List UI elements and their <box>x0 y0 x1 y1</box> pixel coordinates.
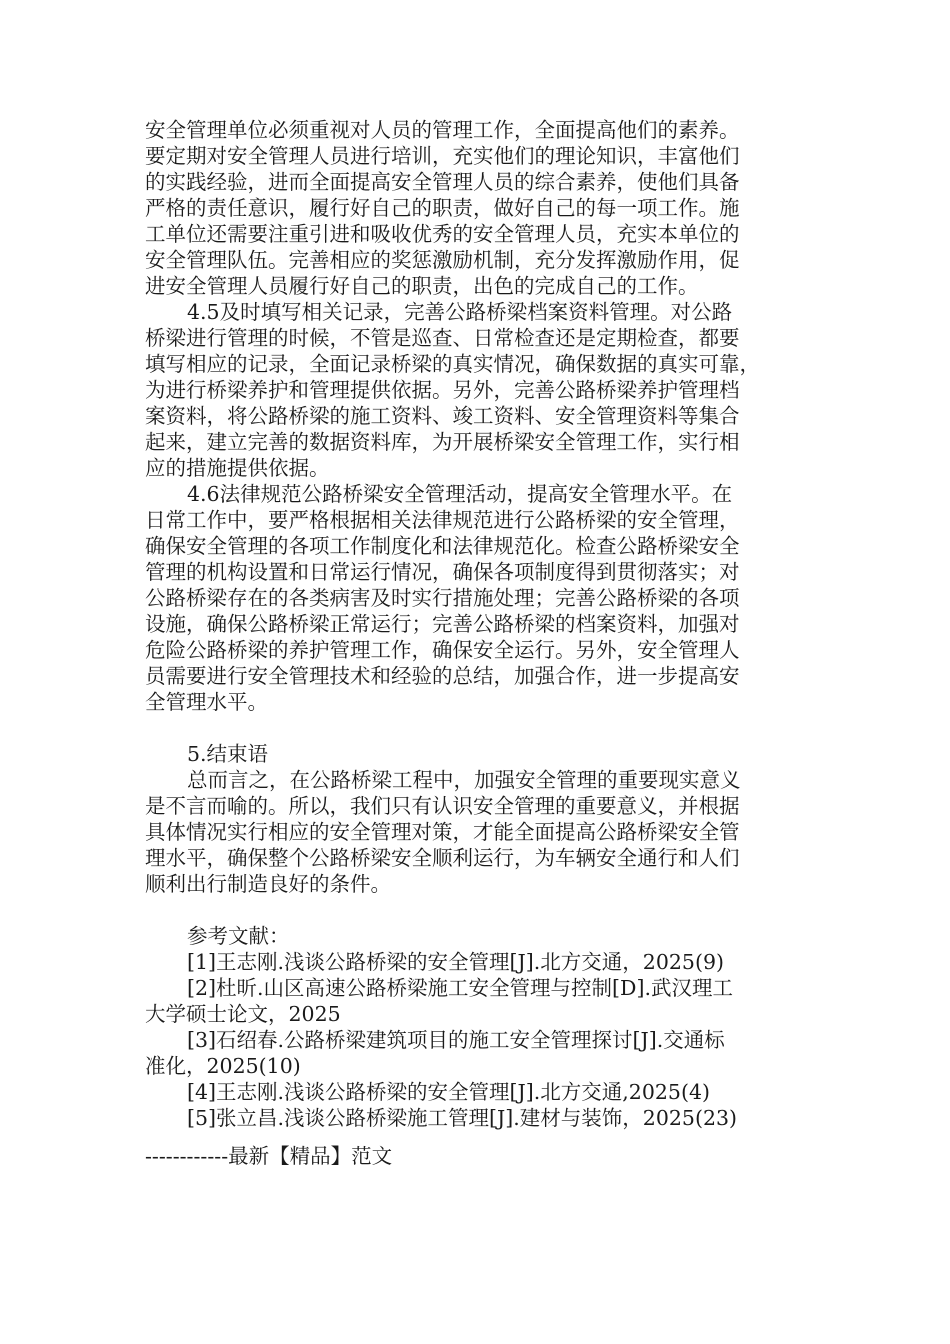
text-line: 要定期对安全管理人员进行培训，充实他们的理论知识，丰富他们 <box>145 144 740 168</box>
reference-item: [1]王志刚.浅谈公路桥梁的安全管理[J].北方交通，2025(9) <box>187 950 724 974</box>
text-line: 安全管理单位必须重视对人员的管理工作，全面提高他们的素养。 <box>145 118 740 142</box>
document-body <box>145 117 805 1131</box>
text-line: 为进行桥梁养护和管理提供依据。另外，完善公路桥梁养护管理档 <box>145 378 740 402</box>
text-line: 安全管理队伍。完善相应的奖惩激励机制，充分发挥激励作用，促 <box>145 248 740 272</box>
text-line: 日常工作中，要严格根据相关法律规范进行公路桥梁的安全管理， <box>145 508 740 532</box>
text-line: 公路桥梁存在的各类病害及时实行措施处理；完善公路桥梁的各项 <box>145 586 740 610</box>
text-line: 工单位还需要注重引进和吸收优秀的安全管理人员，充实本单位的 <box>145 222 740 246</box>
text-line: 的实践经验，进而全面提高安全管理人员的综合素养，使他们具备 <box>145 170 740 194</box>
text-line: 具体情况实行相应的安全管理对策，才能全面提高公路桥梁安全管 <box>145 820 740 844</box>
text-line: 管理的机构设置和日常运行情况，确保各项制度得到贯彻落实；对 <box>145 560 740 584</box>
footer-text: ------------最新【精品】范文 <box>145 1144 393 1168</box>
text-line: 危险公路桥梁的养护管理工作，确保安全运行。另外，安全管理人 <box>145 638 740 662</box>
text-line: 员需要进行安全管理技术和经验的总结，加强合作，进一步提高安 <box>145 664 740 688</box>
text-line: 设施，确保公路桥梁正常运行；完善公路桥梁的档案资料，加强对 <box>145 612 740 636</box>
text-line: 应的措施提供依据。 <box>145 456 330 480</box>
paragraph-4-6 <box>145 481 805 715</box>
paragraph-4-4 <box>145 117 805 299</box>
spacer <box>145 715 805 741</box>
conclusion-section <box>145 741 805 897</box>
text-line: 严格的责任意识，履行好自己的职责，做好自己的每一项工作。施 <box>145 196 740 220</box>
text-line: 4.6法律规范公路桥梁安全管理活动，提高安全管理水平。在 <box>187 482 733 506</box>
reference-item: [2]杜昕.山区高速公路桥梁施工安全管理与控制[D].武汉理工 <box>187 976 734 1000</box>
text-line: 桥梁进行管理的时候，不管是巡查、日常检查还是定期检查，都要 <box>145 326 740 350</box>
text-line: 确保安全管理的各项工作制度化和法律规范化。检查公路桥梁安全 <box>145 534 740 558</box>
reference-item: [3]石绍春.公路桥梁建筑项目的施工安全管理探讨[J].交通标 <box>187 1028 725 1052</box>
reference-item-continuation: 准化，2025(10) <box>145 1054 301 1078</box>
paragraph-4-5 <box>145 299 805 481</box>
text-line: 顺利出行制造良好的条件。 <box>145 872 391 896</box>
text-line: 进安全管理人员履行好自己的职责，出色的完成自己的工作。 <box>145 274 699 298</box>
spacer <box>145 897 805 923</box>
text-line: 案资料，将公路桥梁的施工资料、竣工资料、安全管理资料等集合 <box>145 404 740 428</box>
references-heading: 参考文献： <box>187 924 290 948</box>
text-line: 起来，建立完善的数据资料库，为开展桥梁安全管理工作，实行相 <box>145 430 740 454</box>
text-line: 全管理水平。 <box>145 690 268 714</box>
text-line: 4.5及时填写相关记录，完善公路桥梁档案资料管理。对公路 <box>187 300 733 324</box>
text-line: 理水平，确保整个公路桥梁安全顺利运行，为车辆安全通行和人们 <box>145 846 740 870</box>
references-section <box>145 923 805 1131</box>
section-heading: 5.结束语 <box>187 742 269 766</box>
text-line: 总而言之，在公路桥梁工程中，加强安全管理的重要现实意义 <box>187 768 741 792</box>
reference-item-continuation: 大学硕士论文，2025 <box>145 1002 341 1026</box>
reference-item: [5]张立昌.浅谈公路桥梁施工管理[J].建材与装饰，2025(23) <box>187 1106 738 1130</box>
reference-item: [4]王志刚.浅谈公路桥梁的安全管理[J].北方交通,2025(4) <box>187 1080 711 1104</box>
text-line: 填写相应的记录，全面记录桥梁的真实情况，确保数据的真实可靠， <box>145 352 760 376</box>
text-line: 是不言而喻的。所以，我们只有认识安全管理的重要意义，并根据 <box>145 794 740 818</box>
